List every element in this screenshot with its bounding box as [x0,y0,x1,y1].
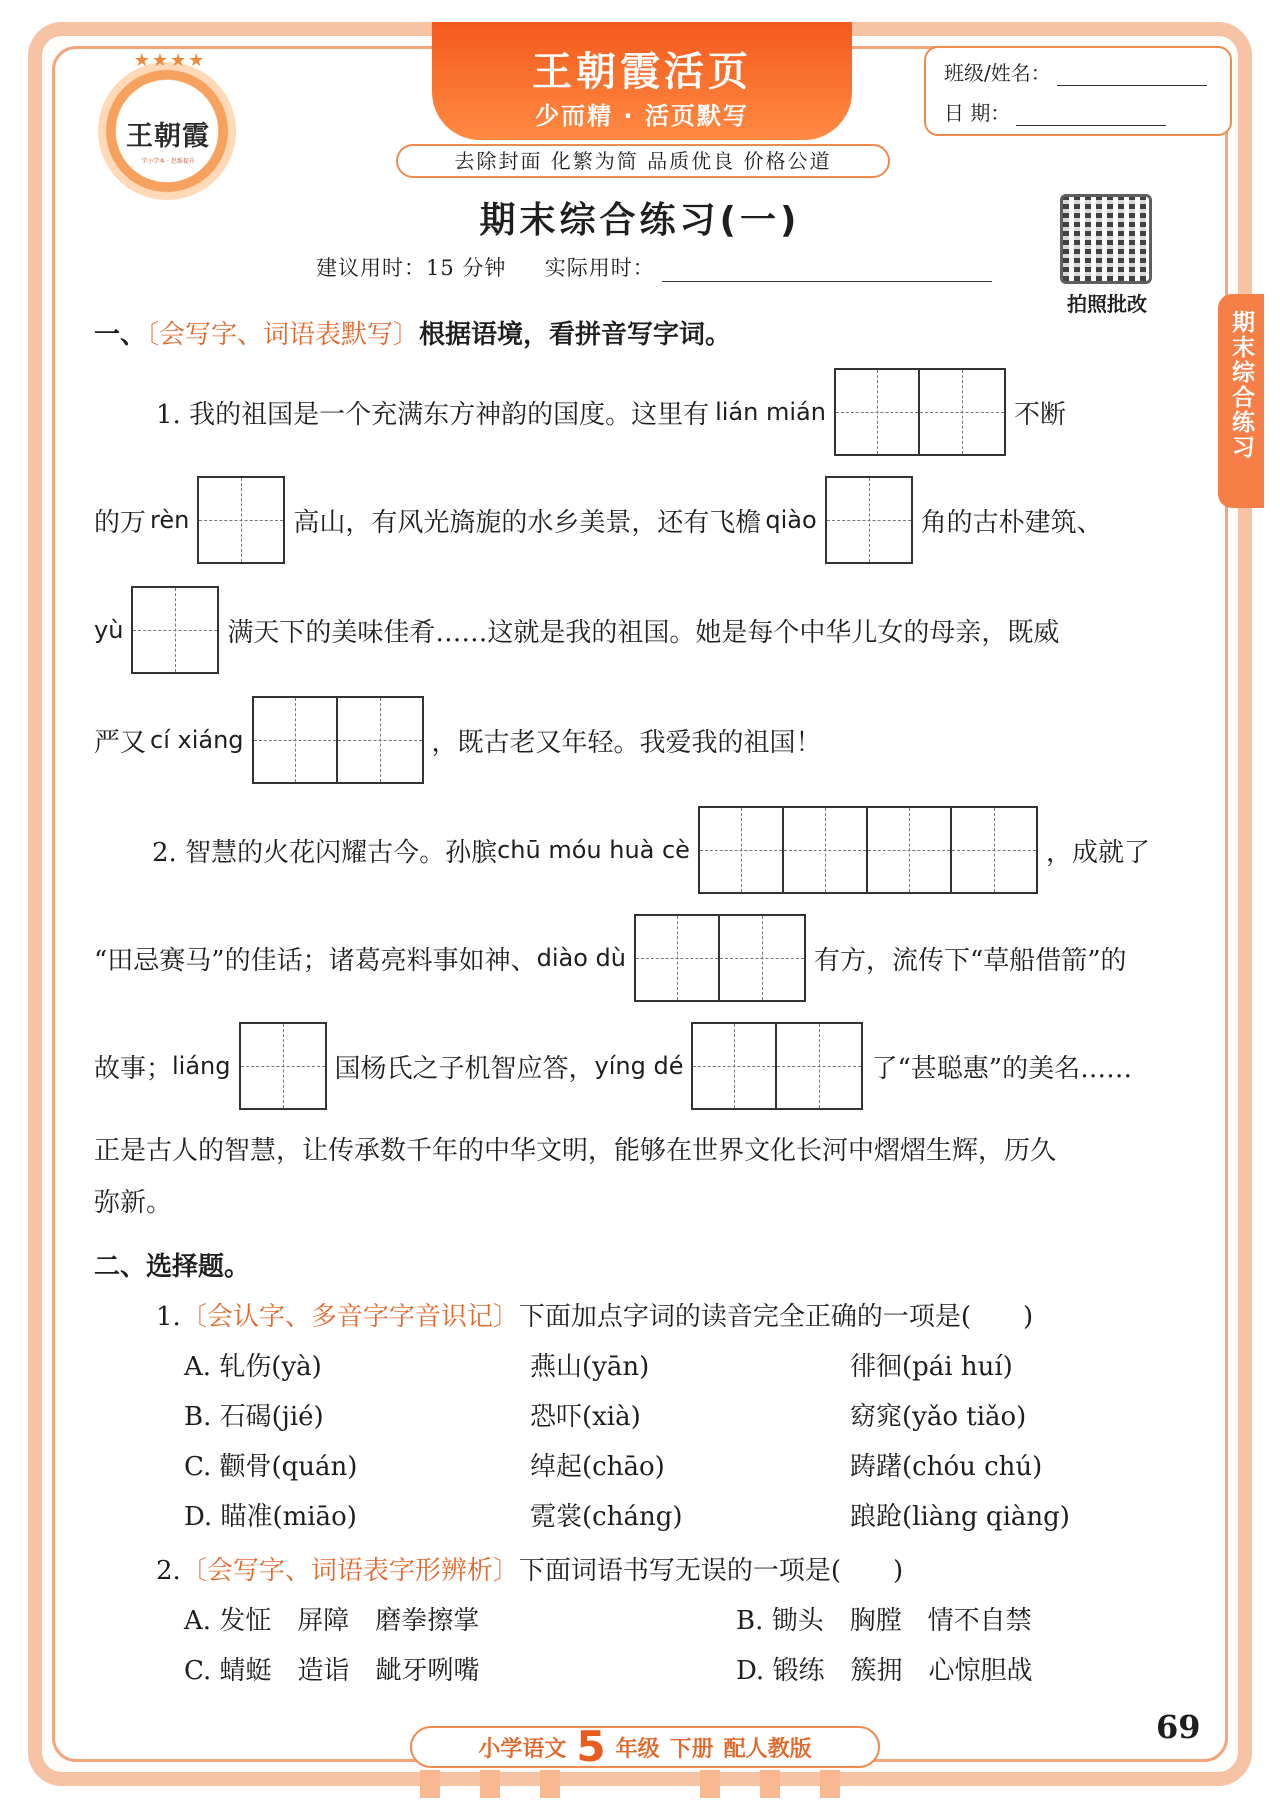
answer-grid[interactable] [131,586,219,674]
section-1-instruction: 根据语境，看拼音写字词。 [419,320,732,350]
banner-subtitle: 少而精 · 活页默写 [535,102,749,130]
answer-grid[interactable] [197,476,285,564]
header-banner [432,22,852,140]
footer-volume: 下册 [669,1736,714,1762]
question-text: 下面加点字词的读音完全正确的一项是( ) [518,1302,1034,1332]
answer-cell[interactable] [241,1024,325,1108]
text: 高山，有风光旖旎的水乡美景，还有飞檐 [293,507,762,538]
actual-time-label: 实际用时： [544,256,655,280]
question-number: 1. [156,1302,181,1332]
binding-stripe [820,1770,840,1798]
option-item: C. 蜻蜓 造诣 龇牙咧嘴 [184,1656,480,1686]
s1q2-line-4: 正是古人的智慧，让传承数千年的中华文明，能够在世界文化长河中熠熠生辉，历久 [94,1136,1057,1166]
answer-cell[interactable] [199,478,283,562]
s1q2-line-1 [152,806,1150,894]
date-field[interactable] [1016,104,1166,126]
option-item: A. 发怔 屏障 磨拳擦掌 [184,1606,480,1636]
s1q1-line-2 [94,476,1103,564]
answer-cell[interactable] [952,808,1036,892]
option-item: 踉跄(liàng qiàng) [850,1502,1070,1532]
option-item: B. 锄头 胸膛 情不自禁 [736,1606,1032,1636]
s1q2-line-2 [94,914,1127,1002]
answer-cell[interactable] [777,1024,861,1108]
pinyin: rèn [150,506,190,534]
text: 国杨氏之子机智应答， [334,1053,595,1084]
pinyin: liáng [172,1052,231,1080]
answer-grid[interactable] [834,368,1006,456]
option-item: 霓裳(cháng) [530,1502,683,1532]
text: 满天下的美味佳肴……这就是我的祖国。她是每个中华儿女的母亲，既威 [227,617,1060,648]
footer-subject: 小学语文 [478,1736,567,1762]
student-info-box [924,46,1232,136]
text: 故事； [94,1053,173,1084]
s1q2-line-5: 弥新。 [94,1188,173,1218]
binding-stripe [760,1770,780,1798]
answer-cell[interactable] [836,370,920,454]
answer-cell[interactable] [784,808,868,892]
page-number: 69 [1156,1708,1201,1746]
pinyin: qiào [765,506,817,534]
s1q1-line-3 [94,586,1059,674]
logo-text: 王朝霞 [126,121,210,152]
timing-line [316,252,992,282]
answer-cell[interactable] [720,916,804,1000]
question-tag: 〔会写字、词语表字形辨析〕 [180,1556,519,1586]
text: 2. 智慧的火花闪耀古今。孙膑 [152,837,498,868]
option-item: D. 锻练 簇拥 心惊胆战 [736,1656,1033,1686]
qr-label: 拍照批改 [1067,292,1147,316]
answer-grid[interactable] [252,696,424,784]
binding-stripe [540,1770,560,1798]
pinyin: yíng dé [594,1052,684,1080]
text: 严又 [94,727,147,758]
text: ，既古老又年轻。我爱我的祖国！ [431,727,822,758]
pinyin: chū móu huà cè [497,836,690,864]
banner-title: 王朝霞活页 [532,49,752,95]
answer-grid[interactable] [691,1022,863,1110]
option-item: C. 颧骨(quán) [184,1452,358,1482]
class-name-field[interactable] [1057,64,1207,86]
section-1-tag: 〔会写字、词语表默写〕 [146,320,420,350]
pinyin: lián mián [715,398,826,426]
option-item: 绰起(chāo) [530,1452,665,1482]
footer-grade-suffix: 年级 [615,1736,660,1762]
answer-grid[interactable] [825,476,913,564]
option-item: B. 石碣(jié) [184,1402,324,1432]
s1q1-line-1 [156,368,1066,456]
side-tab [1218,294,1264,508]
pinyin: diào dù [536,944,626,972]
question-tag: 〔会认字、多音字字音识记〕 [180,1302,519,1332]
answer-grid[interactable] [698,806,1038,894]
question-number: 2. [156,1556,181,1586]
option-item: D. 瞄准(miāo) [184,1502,357,1532]
pinyin: yù [94,616,124,644]
date-row [944,96,1166,126]
text: 1. 我的祖国是一个充满东方神韵的国度。这里有 [156,399,710,430]
answer-grid[interactable] [634,914,806,1002]
date-label: 日 期： [944,101,1011,125]
option-item: 徘徊(pái huí) [850,1352,1013,1382]
text: 有方，流传下“草船借箭”的 [813,945,1127,976]
section-2-heading: 二、选择题。 [94,1252,251,1282]
suggested-time: 建议用时：15 分钟 [316,256,507,280]
brand-logo [98,50,248,200]
answer-cell[interactable] [254,698,338,782]
answer-cell[interactable] [868,808,952,892]
answer-cell[interactable] [920,370,1004,454]
binding-stripe [420,1770,440,1798]
s1q1-line-4 [94,696,822,784]
s2-question-2 [156,1550,903,1587]
text: 角的古朴建筑、 [920,507,1103,538]
answer-cell[interactable] [338,698,422,782]
class-name-row [944,56,1207,86]
option-item: 燕山(yān) [530,1352,650,1382]
page-title: 期末综合练习(一) [479,200,801,241]
section-1-heading [94,314,731,351]
binding-stripe [700,1770,720,1798]
answer-cell[interactable] [693,1024,777,1108]
section-1-number: 一、 [94,320,147,350]
question-text: 下面词语书写无误的一项是( ) [518,1556,904,1586]
answer-cell[interactable] [700,808,784,892]
text: “田忌赛马”的佳话；诸葛亮料事如神、 [94,945,537,976]
answer-cell[interactable] [133,588,217,672]
option-item: 窈窕(yǎo tiǎo) [850,1402,1027,1432]
qr-code-pattern [1063,197,1149,281]
footer-grade: 5 [576,1722,606,1771]
actual-time-field[interactable] [662,264,992,282]
option-item: A. 轧伤(yà) [184,1352,322,1382]
text: 的万 [94,507,147,538]
class-name-label: 班级/姓名： [944,61,1051,85]
answer-cell[interactable] [827,478,911,562]
pinyin: cí xiáng [150,726,244,754]
binding-stripe [480,1770,500,1798]
footer-badge [410,1722,880,1771]
side-tab-label: 期末综合练习 [1228,310,1254,460]
answer-grid[interactable] [239,1022,327,1110]
text: 不断 [1013,399,1066,430]
answer-cell[interactable] [636,916,720,1000]
option-item: 恐吓(xià) [530,1402,641,1432]
text: 了“甚聪惠”的美名…… [871,1053,1133,1084]
option-item: 踌躇(chóu chú) [850,1452,1043,1482]
s2-question-1 [156,1296,1033,1333]
text: ，成就了 [1045,837,1150,868]
s1q2-line-3 [94,1022,1132,1110]
logo-subtext: 学小学本 · 思维提升 [141,158,195,165]
slogan: 去除封面 化繁为简 品质优良 价格公道 [396,144,890,178]
footer-edition: 配人教版 [723,1736,812,1762]
logo-stars-icon: ★★★★ [133,50,207,71]
